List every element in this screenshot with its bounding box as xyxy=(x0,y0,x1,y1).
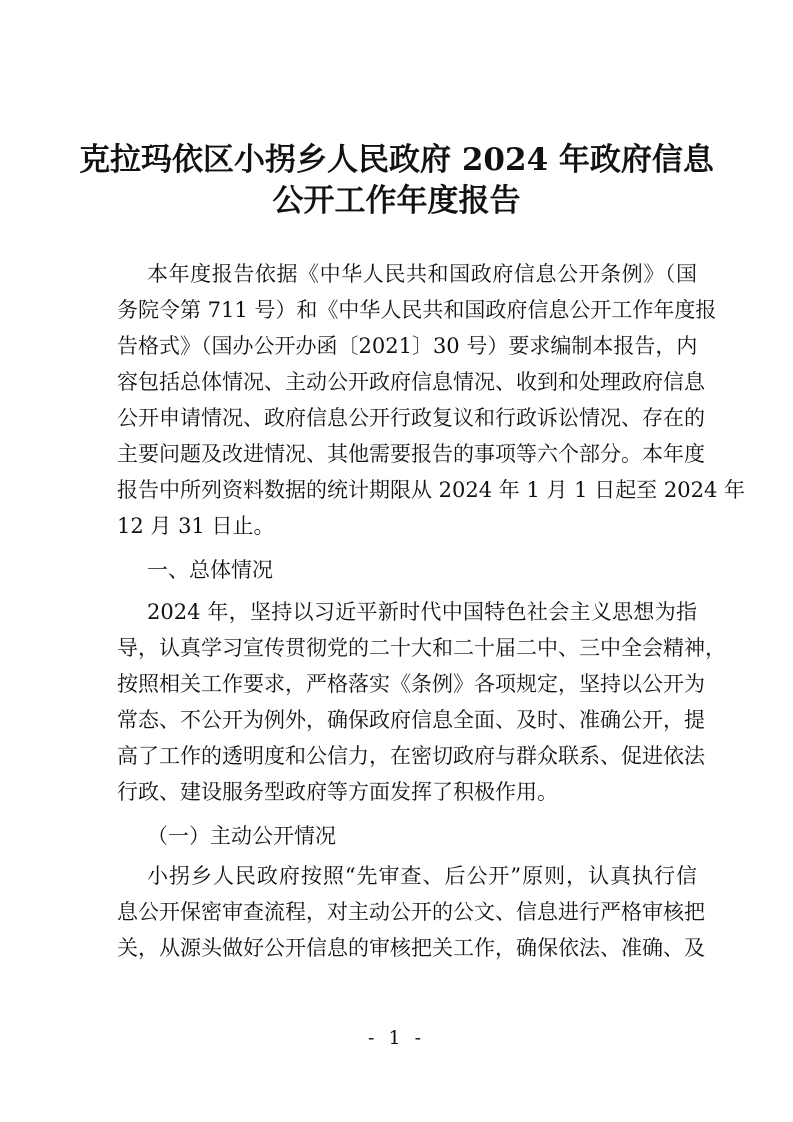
intro-line: 务院令第 711 号）和《中华人民共和国政府信息公开工作年度报 xyxy=(117,298,717,322)
section1-line: 按照相关工作要求，严格落实《条例》各项规定，坚持以公开为 xyxy=(117,672,705,696)
subsection-heading-active-disclosure: （一）主动公开情况 xyxy=(147,824,336,848)
intro-line: 报告中所列资料数据的统计期限从 2024 年 1 月 1 日起至 2024 年 xyxy=(117,478,746,502)
intro-line: 容包括总体情况、主动公开政府信息情况、收到和处理政府信息 xyxy=(117,370,705,394)
intro-line: 公开申请情况、政府信息公开行政复议和行政诉讼情况、存在的 xyxy=(117,406,705,430)
intro-line: 主要问题及改进情况、其他需要报告的事项等六个部分。本年度 xyxy=(117,442,705,466)
intro-line: 12 月 31 日止。 xyxy=(117,514,275,538)
document-title-line-2: 公开工作年度报告 xyxy=(272,183,521,219)
intro-line: 本年度报告依据《中华人民共和国政府信息公开条例》（国 xyxy=(147,262,697,286)
page-number: - 1 - xyxy=(367,1027,425,1049)
section1-line: 行政、建设服务型政府等方面发挥了积极作用。 xyxy=(117,780,558,804)
section1-line: 2024 年，坚持以习近平新时代中国特色社会主义思想为指 xyxy=(147,600,697,624)
subsection1-line: 关，从源头做好公开信息的审核把关工作，确保依法、准确、及 xyxy=(117,936,705,960)
section-heading-overview: 一、总体情况 xyxy=(147,558,273,582)
section1-line: 导，认真学习宣传贯彻党的二十大和二十届二中、三中全会精神， xyxy=(117,636,726,660)
section1-line: 高了工作的透明度和公信力，在密切政府与群众联系、促进依法 xyxy=(117,744,705,768)
document-title-line-1: 克拉玛依区小拐乡人民政府 2024 年政府信息 xyxy=(79,142,714,178)
subsection1-line: 息公开保密审查流程，对主动公开的公文、信息进行严格审核把 xyxy=(117,900,705,924)
intro-line: 告格式》（国办公开办函〔2021〕30 号）要求编制本报告，内 xyxy=(117,334,698,358)
section1-line: 常态、不公开为例外，确保政府信息全面、及时、准确公开，提 xyxy=(117,708,705,732)
subsection1-line: 小拐乡人民政府按照“先审查、后公开”原则，认真执行信 xyxy=(147,864,697,888)
